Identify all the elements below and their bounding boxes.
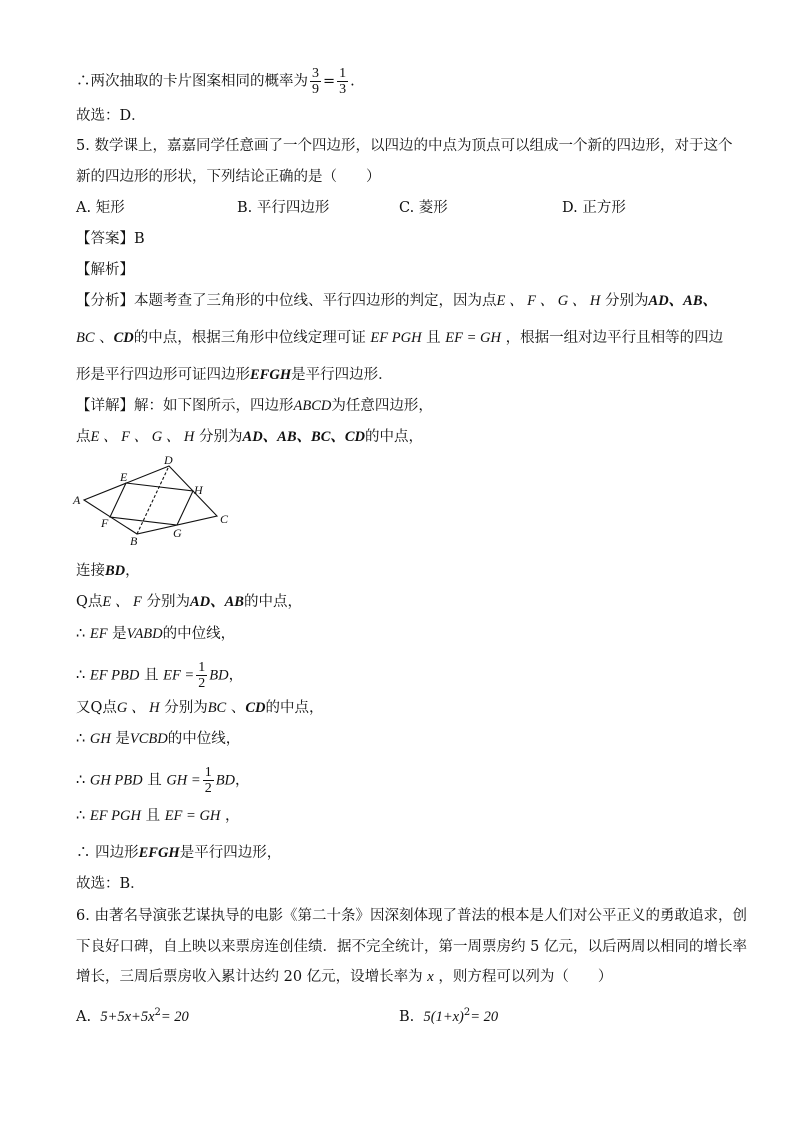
- label-g: G: [173, 526, 182, 540]
- probability-line: ∴两次抽取的卡片图案相同的概率为 $\frac{3}{9}$ = $\frac{1}{3}$ .: [76, 66, 355, 97]
- q6-stem-line2: 下良好口碑，自上映以来票房连创佳绩．据不完全统计，第一周票房约 5 亿元，以后两周以相同的增长率: [76, 939, 747, 955]
- q6-option-b: B. $5(1+x)^2= 20$: [399, 1007, 499, 1025]
- q5-stem-line1: 5. 数学课上，嘉嘉同学任意画了一个四边形，以四边的中点为顶点可以组成一个新的四边形，对于这个: [76, 138, 733, 154]
- label-d: D: [164, 455, 173, 467]
- step-conclusion: ∴ 四边形EFGH是平行四边形，: [76, 845, 282, 861]
- label-c: C: [220, 512, 229, 526]
- label-b: B: [130, 534, 138, 547]
- label-a: A: [73, 493, 81, 507]
- fraction-3-9: $\frac{3}{9}$: [312, 66, 319, 97]
- q6-stem-line3: 增长，三周后票房收入累计达约 20 亿元，设增长率为 x ，则方程可以列为（ ）: [76, 969, 613, 985]
- step-ef-midpoints: Q点E 、 F 分别为AD、AB的中点，: [76, 594, 302, 610]
- step-ef-parallel: ∴ EF PBD 且 EF = $\frac{1}{2}$ BD，: [76, 660, 244, 691]
- q5-xiangjie-line2: 点E 、 F 、 G 、 H 分别为AD、AB、BC、CD的中点，: [76, 429, 424, 445]
- fraction-1-3: $\frac{1}{3}$: [339, 66, 347, 97]
- q5-option-c: C. 菱形: [399, 200, 448, 216]
- label-e: E: [120, 470, 128, 484]
- parallelogram-efgh: [110, 483, 193, 525]
- q5-option-d: D. 正方形: [562, 200, 626, 216]
- q6-option-a: A. $5+5x+5x^2= 20$: [76, 1007, 189, 1025]
- q5-analysis-tag: 【解析】: [76, 262, 134, 278]
- step-connect-bd: 连接BD，: [76, 563, 140, 579]
- q4-choice: 故选：D．: [76, 108, 146, 124]
- label-h: H: [194, 483, 203, 497]
- q6-stem-line1: 6. 由著名导演张艺谋执导的电影《第二十条》因深刻体现了普法的根本是人们对公平正义的勇敢追求，创: [76, 908, 747, 924]
- q5-fenxi-line3: 形是平行四边形可证四边形EFGH是平行四边形．: [76, 367, 393, 383]
- label-f: F: [101, 516, 109, 530]
- step-gh-midline: ∴ GH 是VCBD的中位线，: [76, 731, 241, 747]
- q5-answer: 【答案】B: [76, 231, 145, 247]
- q5-stem-line2: 新的四边形的形状，下列结论正确的是（ ）: [76, 169, 381, 185]
- step-ef-gh: ∴ EF PGH 且 EF = GH ，: [76, 808, 240, 824]
- step-gh-midpoints: 又Q点G 、 H 分别为BC 、CD的中点，: [76, 700, 324, 716]
- q5-fenxi-line2: BC 、CD的中点，根据三角形中位线定理可证 EF PGH 且 EF = GH ，根据一组对边平行且相等的四边: [76, 330, 724, 346]
- q5-option-a: A. 矩形: [76, 200, 125, 216]
- q5-choice: 故选：B．: [76, 876, 145, 892]
- step-gh-parallel: ∴ GH PBD 且 GH = $\frac{1}{2}$ BD，: [76, 765, 250, 796]
- q5-fenxi-line1: 【分析】本题考查了三角形的中位线、平行四边形的判定，因为点E 、 F 、 G 、 H 分别为AD、AB、: [76, 293, 718, 309]
- q5-xiangjie-line1: 【详解】解：如下图所示，四边形ABCD为任意四边形，: [76, 398, 433, 414]
- q5-option-b: B. 平行四边形: [237, 200, 330, 216]
- step-ef-midline: ∴ EF 是VABD的中位线，: [76, 626, 236, 642]
- probability-text: ∴两次抽取的卡片图案相同的概率为: [76, 73, 308, 90]
- quadrilateral-figure: [70, 455, 240, 547]
